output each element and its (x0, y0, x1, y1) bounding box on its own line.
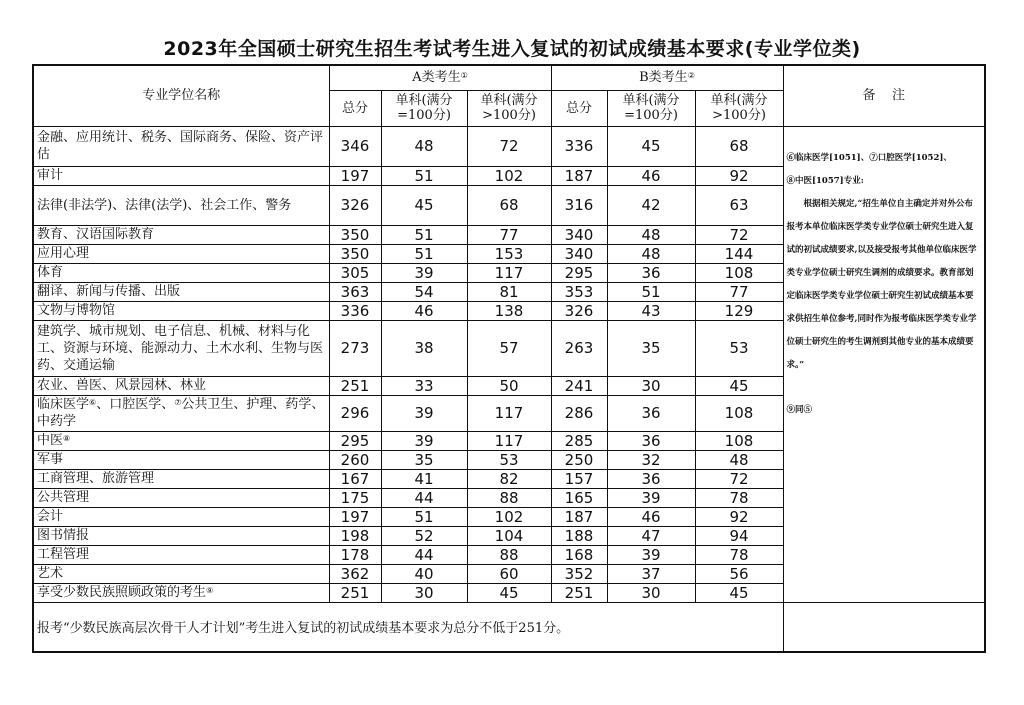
cell-b-total: 241 (551, 376, 607, 395)
cell-a-s150: 88 (467, 545, 551, 564)
header-group-b (551, 65, 783, 90)
cell-b-s150: 129 (695, 301, 783, 320)
cell-b-s100: 43 (607, 301, 695, 320)
cell-b-s150: 72 (695, 469, 783, 488)
row-degree-name: 金融、应用统计、税务、国际商务、保险、资产评估 (33, 126, 329, 166)
cell-b-s100: 51 (607, 282, 695, 301)
cell-b-total: 157 (551, 469, 607, 488)
cell-a-s100: 39 (381, 431, 467, 450)
header-b-single-gt100: 单科(满分>100分) (695, 90, 783, 126)
cell-a-s100: 35 (381, 450, 467, 469)
cell-b-s150: 108 (695, 395, 783, 431)
cell-b-total: 187 (551, 166, 607, 185)
cell-a-s100: 51 (381, 244, 467, 263)
remarks-line-2: ⑧中医[1057]专业: (786, 175, 864, 186)
cell-a-s150: 57 (467, 320, 551, 376)
cell-a-s150: 117 (467, 263, 551, 282)
cell-a-s150: 104 (467, 526, 551, 545)
cell-a-s100: 44 (381, 545, 467, 564)
score-rows (33, 126, 985, 602)
cell-a-total: 260 (329, 450, 381, 469)
cell-a-total: 167 (329, 469, 381, 488)
cell-a-s100: 51 (381, 225, 467, 244)
row-degree-name: 工商管理、旅游管理 (33, 469, 329, 488)
row-degree-name: 法律(非法学)、法律(法学)、社会工作、警务 (33, 185, 329, 225)
row-degree-name: 军事 (33, 450, 329, 469)
cell-a-total: 251 (329, 376, 381, 395)
cell-b-s100: 36 (607, 395, 695, 431)
header-group-a (329, 65, 551, 90)
cell-a-s150: 53 (467, 450, 551, 469)
remarks-line-3: ⑨同⑤ (786, 404, 813, 415)
cell-b-total: 316 (551, 185, 607, 225)
cell-b-s150: 78 (695, 545, 783, 564)
cell-b-s100: 42 (607, 185, 695, 225)
cell-a-total: 295 (329, 431, 381, 450)
cell-a-s100: 48 (381, 126, 467, 166)
cell-b-total: 336 (551, 126, 607, 166)
cell-b-s100: 39 (607, 488, 695, 507)
cell-b-total: 340 (551, 244, 607, 263)
row-degree-name: 体育 (33, 263, 329, 282)
cell-b-s150: 68 (695, 126, 783, 166)
cell-a-s150: 117 (467, 395, 551, 431)
cell-a-s150: 81 (467, 282, 551, 301)
cell-a-s150: 102 (467, 507, 551, 526)
row-degree-name-text: 临床医学 (37, 397, 90, 412)
cell-a-s100: 38 (381, 320, 467, 376)
cell-b-s150: 48 (695, 450, 783, 469)
cell-b-s100: 37 (607, 564, 695, 583)
cell-a-s150: 88 (467, 488, 551, 507)
row-degree-name (33, 431, 329, 450)
row-degree-name-text: 、口腔医学、 (96, 397, 175, 412)
cell-b-s150: 56 (695, 564, 783, 583)
cell-a-s100: 51 (381, 166, 467, 185)
cell-b-s150: 45 (695, 376, 783, 395)
cell-a-s100: 33 (381, 376, 467, 395)
cell-b-s150: 77 (695, 282, 783, 301)
cell-a-s150: 82 (467, 469, 551, 488)
cell-b-total: 165 (551, 488, 607, 507)
header-group-a-label: A类考生 (412, 70, 461, 86)
cell-b-total: 251 (551, 583, 607, 602)
cell-b-s150: 92 (695, 507, 783, 526)
cell-a-s150: 68 (467, 185, 551, 225)
row-degree-name (33, 395, 329, 431)
cell-a-s100: 54 (381, 282, 467, 301)
cell-b-total: 188 (551, 526, 607, 545)
header-a-total: 总分 (329, 90, 381, 126)
cell-b-total: 250 (551, 450, 607, 469)
row-degree-name: 会计 (33, 507, 329, 526)
cell-b-s150: 53 (695, 320, 783, 376)
cell-b-s100: 35 (607, 320, 695, 376)
row-footnote-marker: ⑨ (206, 586, 214, 595)
cell-b-s100: 46 (607, 507, 695, 526)
cell-a-s150: 117 (467, 431, 551, 450)
row-degree-name: 审计 (33, 166, 329, 185)
cell-b-total: 353 (551, 282, 607, 301)
cell-b-total: 168 (551, 545, 607, 564)
cell-b-s100: 36 (607, 431, 695, 450)
cell-b-total: 326 (551, 301, 607, 320)
cell-a-s150: 60 (467, 564, 551, 583)
header-degree-name: 专业学位名称 (33, 65, 329, 126)
cell-a-s100: 52 (381, 526, 467, 545)
cell-b-s100: 48 (607, 225, 695, 244)
cell-b-s150: 45 (695, 583, 783, 602)
cell-a-total: 178 (329, 545, 381, 564)
cell-b-total: 285 (551, 431, 607, 450)
header-group-a-note: ① (460, 71, 468, 81)
row-degree-name: 文物与博物馆 (33, 301, 329, 320)
cell-a-s100: 39 (381, 263, 467, 282)
row-degree-name: 应用心理 (33, 244, 329, 263)
row-footnote-marker: ⑥ (89, 398, 97, 407)
cell-b-s150: 72 (695, 225, 783, 244)
cell-a-s100: 39 (381, 395, 467, 431)
header-group-b-label: B类考生 (639, 70, 688, 86)
cell-b-total: 340 (551, 225, 607, 244)
row-degree-name: 翻译、新闻与传播、出版 (33, 282, 329, 301)
row-degree-name-text: 享受少数民族照顾政策的考生 (37, 585, 207, 600)
table-row (33, 126, 985, 166)
cell-b-s150: 94 (695, 526, 783, 545)
cell-b-s100: 45 (607, 126, 695, 166)
cell-a-total: 197 (329, 507, 381, 526)
cell-a-s100: 51 (381, 507, 467, 526)
cell-b-s100: 32 (607, 450, 695, 469)
remarks-body: 根据相关规定,“招生单位自主确定并对外公布报考本单位临床医学类专业学位硕士研究生进入复试的初试成绩要求,以及接受报考其他单位临床医学类专业学位硕士研究生调剂的成绩要求。教育部划定临床医学类专业学位硕士研究生初试成绩基本要求供招生单位参考,同时作为报考临床医学类专业学位硕士研究生的考生调剂到其他专业的基本成绩要求。” (786, 198, 977, 370)
cell-b-s100: 47 (607, 526, 695, 545)
cell-b-s100: 46 (607, 166, 695, 185)
cell-a-total: 296 (329, 395, 381, 431)
remarks-cell (783, 126, 985, 602)
cell-b-s150: 78 (695, 488, 783, 507)
cell-b-s150: 92 (695, 166, 783, 185)
cell-a-total: 305 (329, 263, 381, 282)
row-degree-name: 建筑学、城市规划、电子信息、机械、材料与化工、资源与环境、能源动力、土木水利、生物与医药、交通运输 (33, 320, 329, 376)
cell-a-total: 197 (329, 166, 381, 185)
cell-a-total: 350 (329, 244, 381, 263)
cell-b-total: 263 (551, 320, 607, 376)
cell-a-total: 362 (329, 564, 381, 583)
cell-b-total: 352 (551, 564, 607, 583)
cell-b-s100: 36 (607, 469, 695, 488)
cell-b-total: 187 (551, 507, 607, 526)
cell-b-s150: 108 (695, 263, 783, 282)
row-footnote-marker: ⑦ (174, 398, 182, 407)
row-degree-name (33, 583, 329, 602)
cell-b-total: 295 (551, 263, 607, 282)
cell-a-s150: 50 (467, 376, 551, 395)
cell-b-s150: 108 (695, 431, 783, 450)
cell-a-s100: 40 (381, 564, 467, 583)
cell-a-s100: 45 (381, 185, 467, 225)
cell-a-total: 273 (329, 320, 381, 376)
cell-b-total: 286 (551, 395, 607, 431)
cell-a-total: 346 (329, 126, 381, 166)
cell-b-s100: 30 (607, 583, 695, 602)
cell-a-total: 175 (329, 488, 381, 507)
remarks-line-1: ⑥临床医学[1051]、⑦口腔医学[1052]、 (786, 152, 952, 163)
header-a-single-100: 单科(满分=100分) (381, 90, 467, 126)
row-degree-name: 图书情报 (33, 526, 329, 545)
cell-b-s150: 144 (695, 244, 783, 263)
cell-b-s100: 30 (607, 376, 695, 395)
page-title: 2023年全国硕士研究生招生考试考生进入复试的初试成绩基本要求(专业学位类) (163, 38, 861, 60)
footer-note: 报考“少数民族高层次骨干人才计划”考生进入复试的初试成绩基本要求为总分不低于251分。 (33, 602, 783, 652)
cell-a-s150: 77 (467, 225, 551, 244)
cell-a-s100: 41 (381, 469, 467, 488)
cell-a-s150: 138 (467, 301, 551, 320)
row-degree-name-text: 公共卫生、护理、药学、中药学 (37, 397, 325, 429)
row-degree-name: 艺术 (33, 564, 329, 583)
cell-a-s100: 46 (381, 301, 467, 320)
header-group-b-note: ② (687, 71, 695, 81)
cell-a-total: 198 (329, 526, 381, 545)
row-degree-name: 工程管理 (33, 545, 329, 564)
cell-a-s100: 44 (381, 488, 467, 507)
row-degree-name: 公共管理 (33, 488, 329, 507)
cell-a-s150: 45 (467, 583, 551, 602)
footer-remarks-cell (783, 602, 985, 652)
header-a-single-gt100: 单科(满分>100分) (467, 90, 551, 126)
row-footnote-marker: ⑧ (63, 434, 71, 443)
cell-a-total: 350 (329, 225, 381, 244)
header-b-single-100: 单科(满分=100分) (607, 90, 695, 126)
cell-a-total: 363 (329, 282, 381, 301)
cell-b-s150: 63 (695, 185, 783, 225)
score-table (32, 64, 986, 653)
cell-b-s100: 48 (607, 244, 695, 263)
cell-b-s100: 39 (607, 545, 695, 564)
cell-a-total: 336 (329, 301, 381, 320)
cell-a-s150: 153 (467, 244, 551, 263)
row-degree-name-text: 中医 (37, 433, 64, 448)
cell-b-s100: 36 (607, 263, 695, 282)
cell-a-s150: 72 (467, 126, 551, 166)
cell-a-s150: 102 (467, 166, 551, 185)
row-degree-name: 农业、兽医、风景园林、林业 (33, 376, 329, 395)
cell-a-s100: 30 (381, 583, 467, 602)
header-b-total: 总分 (551, 90, 607, 126)
header-remarks: 备 注 (783, 65, 985, 126)
row-degree-name: 教育、汉语国际教育 (33, 225, 329, 244)
score-table-wrapper (32, 64, 986, 653)
cell-a-total: 326 (329, 185, 381, 225)
cell-a-total: 251 (329, 583, 381, 602)
